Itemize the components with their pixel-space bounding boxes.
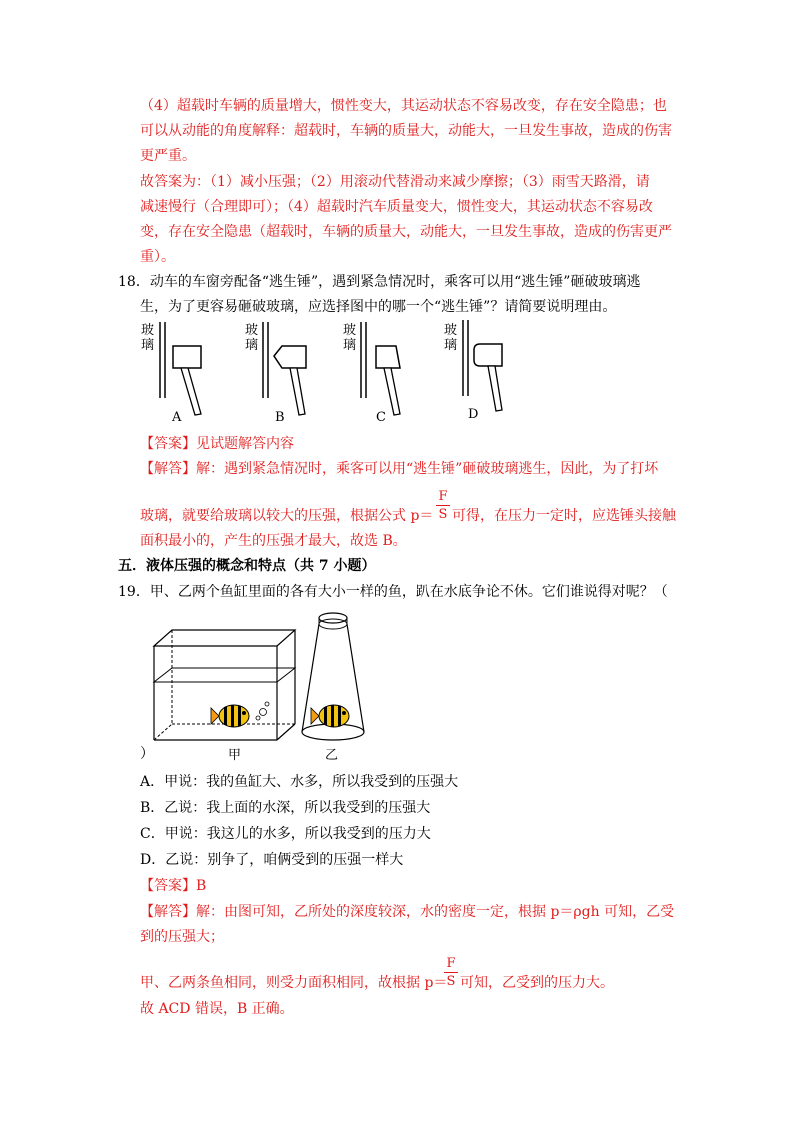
q18-stem-line-2: 生，为了更容易砸破玻璃，应选择图中的哪一个“逃生锤”？请简要说明理由。	[140, 299, 617, 315]
fish-icon	[311, 705, 349, 727]
q19-formula-fraction	[444, 956, 458, 989]
glass-label-a: 玻璃	[141, 323, 155, 353]
q18-solution-line-2b: 可得，在压力一定时，应选锤头接触	[452, 508, 676, 524]
q19-solution-line-3b: 可知，乙受到的压力大。	[460, 975, 614, 991]
q19-option-d: D．乙说：别争了，咱俩受到的压强一样大	[140, 852, 404, 868]
q17-answer-line-1: 故答案为：（1）减小压强；（2）用滚动代替滑动来减少摩擦；（3）雨雪天路滑，请	[140, 174, 650, 190]
q19-solution-line-1: 【解答】解：由图可知，乙所处的深度较深，水的密度一定，根据 p＝ρgh 可知，乙受	[140, 904, 675, 920]
option-label-d: D	[468, 407, 479, 422]
q18-formula-fraction	[436, 489, 450, 522]
tank-label-yi: 乙	[325, 748, 339, 763]
glass-label-b: 玻璃	[245, 323, 259, 353]
q19-option-c: C．甲说：我这儿的水多，所以我受到的压力大	[140, 826, 431, 842]
q19-stem: 19．甲、乙两个鱼缸里面的各有大小一样的鱼，趴在水底争论不休。它们谁说得对呢？（	[118, 584, 668, 600]
q18-answer: 【答案】见试题解答内容	[140, 436, 294, 452]
section-heading: 五．液体压强的概念和特点（共 7 小题）	[118, 558, 376, 574]
fraction-numerator: F	[438, 489, 448, 504]
q17-answer-line-3: 变，存在安全隐患（超载时，车辆的质量大，动能大，一旦发生事故，造成的伤害更严	[140, 224, 672, 240]
q19-option-a: A．甲说：我的鱼缸大、水多，所以我受到的压强大	[140, 774, 459, 790]
hammer-c-drawing	[356, 322, 426, 422]
q18-stem-line-1: 18．动车的车窗旁配备“逃生锤”，遇到紧急情况时，乘客可以用“逃生锤”砸破玻璃逃	[118, 274, 641, 290]
q19-option-b: B．乙说：我上面的水深，所以我受到的压强大	[140, 800, 431, 816]
q19-close-paren: ）	[140, 746, 154, 762]
q19-solution-line-2: 到的压强大；	[140, 929, 224, 945]
hammer-b-drawing	[258, 322, 328, 422]
hammer-a-drawing	[155, 322, 225, 422]
q19-solution-line-3a: 甲、乙两条鱼相同，则受力面积相同，故根据 p＝	[140, 975, 448, 991]
q18-solution-line-1: 【解答】解：遇到紧急情况时，乘客可以用“逃生锤”砸破玻璃逃生，因此，为了打坏	[140, 461, 659, 477]
q17-line-1: （4）超载时车辆的质量增大，惯性变大，其运动状态不容易改变，存在安全隐患；也	[140, 98, 667, 114]
fish-tank-figure	[150, 608, 380, 743]
q19-answer: 【答案】B	[140, 878, 207, 894]
q18-solution-line-3: 面积最小的，产生的压强才最大，故选 B。	[140, 533, 407, 549]
q17-answer-line-4: 重）。	[140, 249, 175, 265]
glass-label-d: 玻璃	[444, 323, 458, 353]
tank-label-jia: 甲	[228, 748, 242, 763]
option-label-b: B	[275, 410, 285, 425]
option-label-a: A	[172, 410, 182, 425]
q17-line-2: 可以从动能的角度解释：超载时，车辆的质量大，动能大，一旦发生事故，造成的伤害	[140, 123, 672, 139]
q17-line-3: 更严重。	[140, 148, 196, 164]
q19-solution-line-4: 故 ACD 错误，B 正确。	[140, 1001, 294, 1017]
glass-label-c: 玻璃	[343, 323, 357, 353]
q17-answer-line-2: 减速慢行（合理即可）；（4）超载时汽车质量变大，惯性变大，其运动状态不容易改	[140, 199, 653, 215]
q18-solution-line-2a: 玻璃，就要给玻璃以较大的压强，根据公式 p＝	[140, 508, 434, 524]
option-label-c: C	[376, 410, 386, 425]
fraction-bar	[436, 505, 450, 506]
fraction-denominator: S	[446, 974, 456, 989]
fraction-denominator: S	[438, 507, 448, 522]
fraction-numerator: F	[446, 956, 456, 971]
fraction-bar	[444, 972, 458, 973]
fish-icon	[211, 705, 249, 727]
hammer-d-drawing	[458, 320, 528, 420]
